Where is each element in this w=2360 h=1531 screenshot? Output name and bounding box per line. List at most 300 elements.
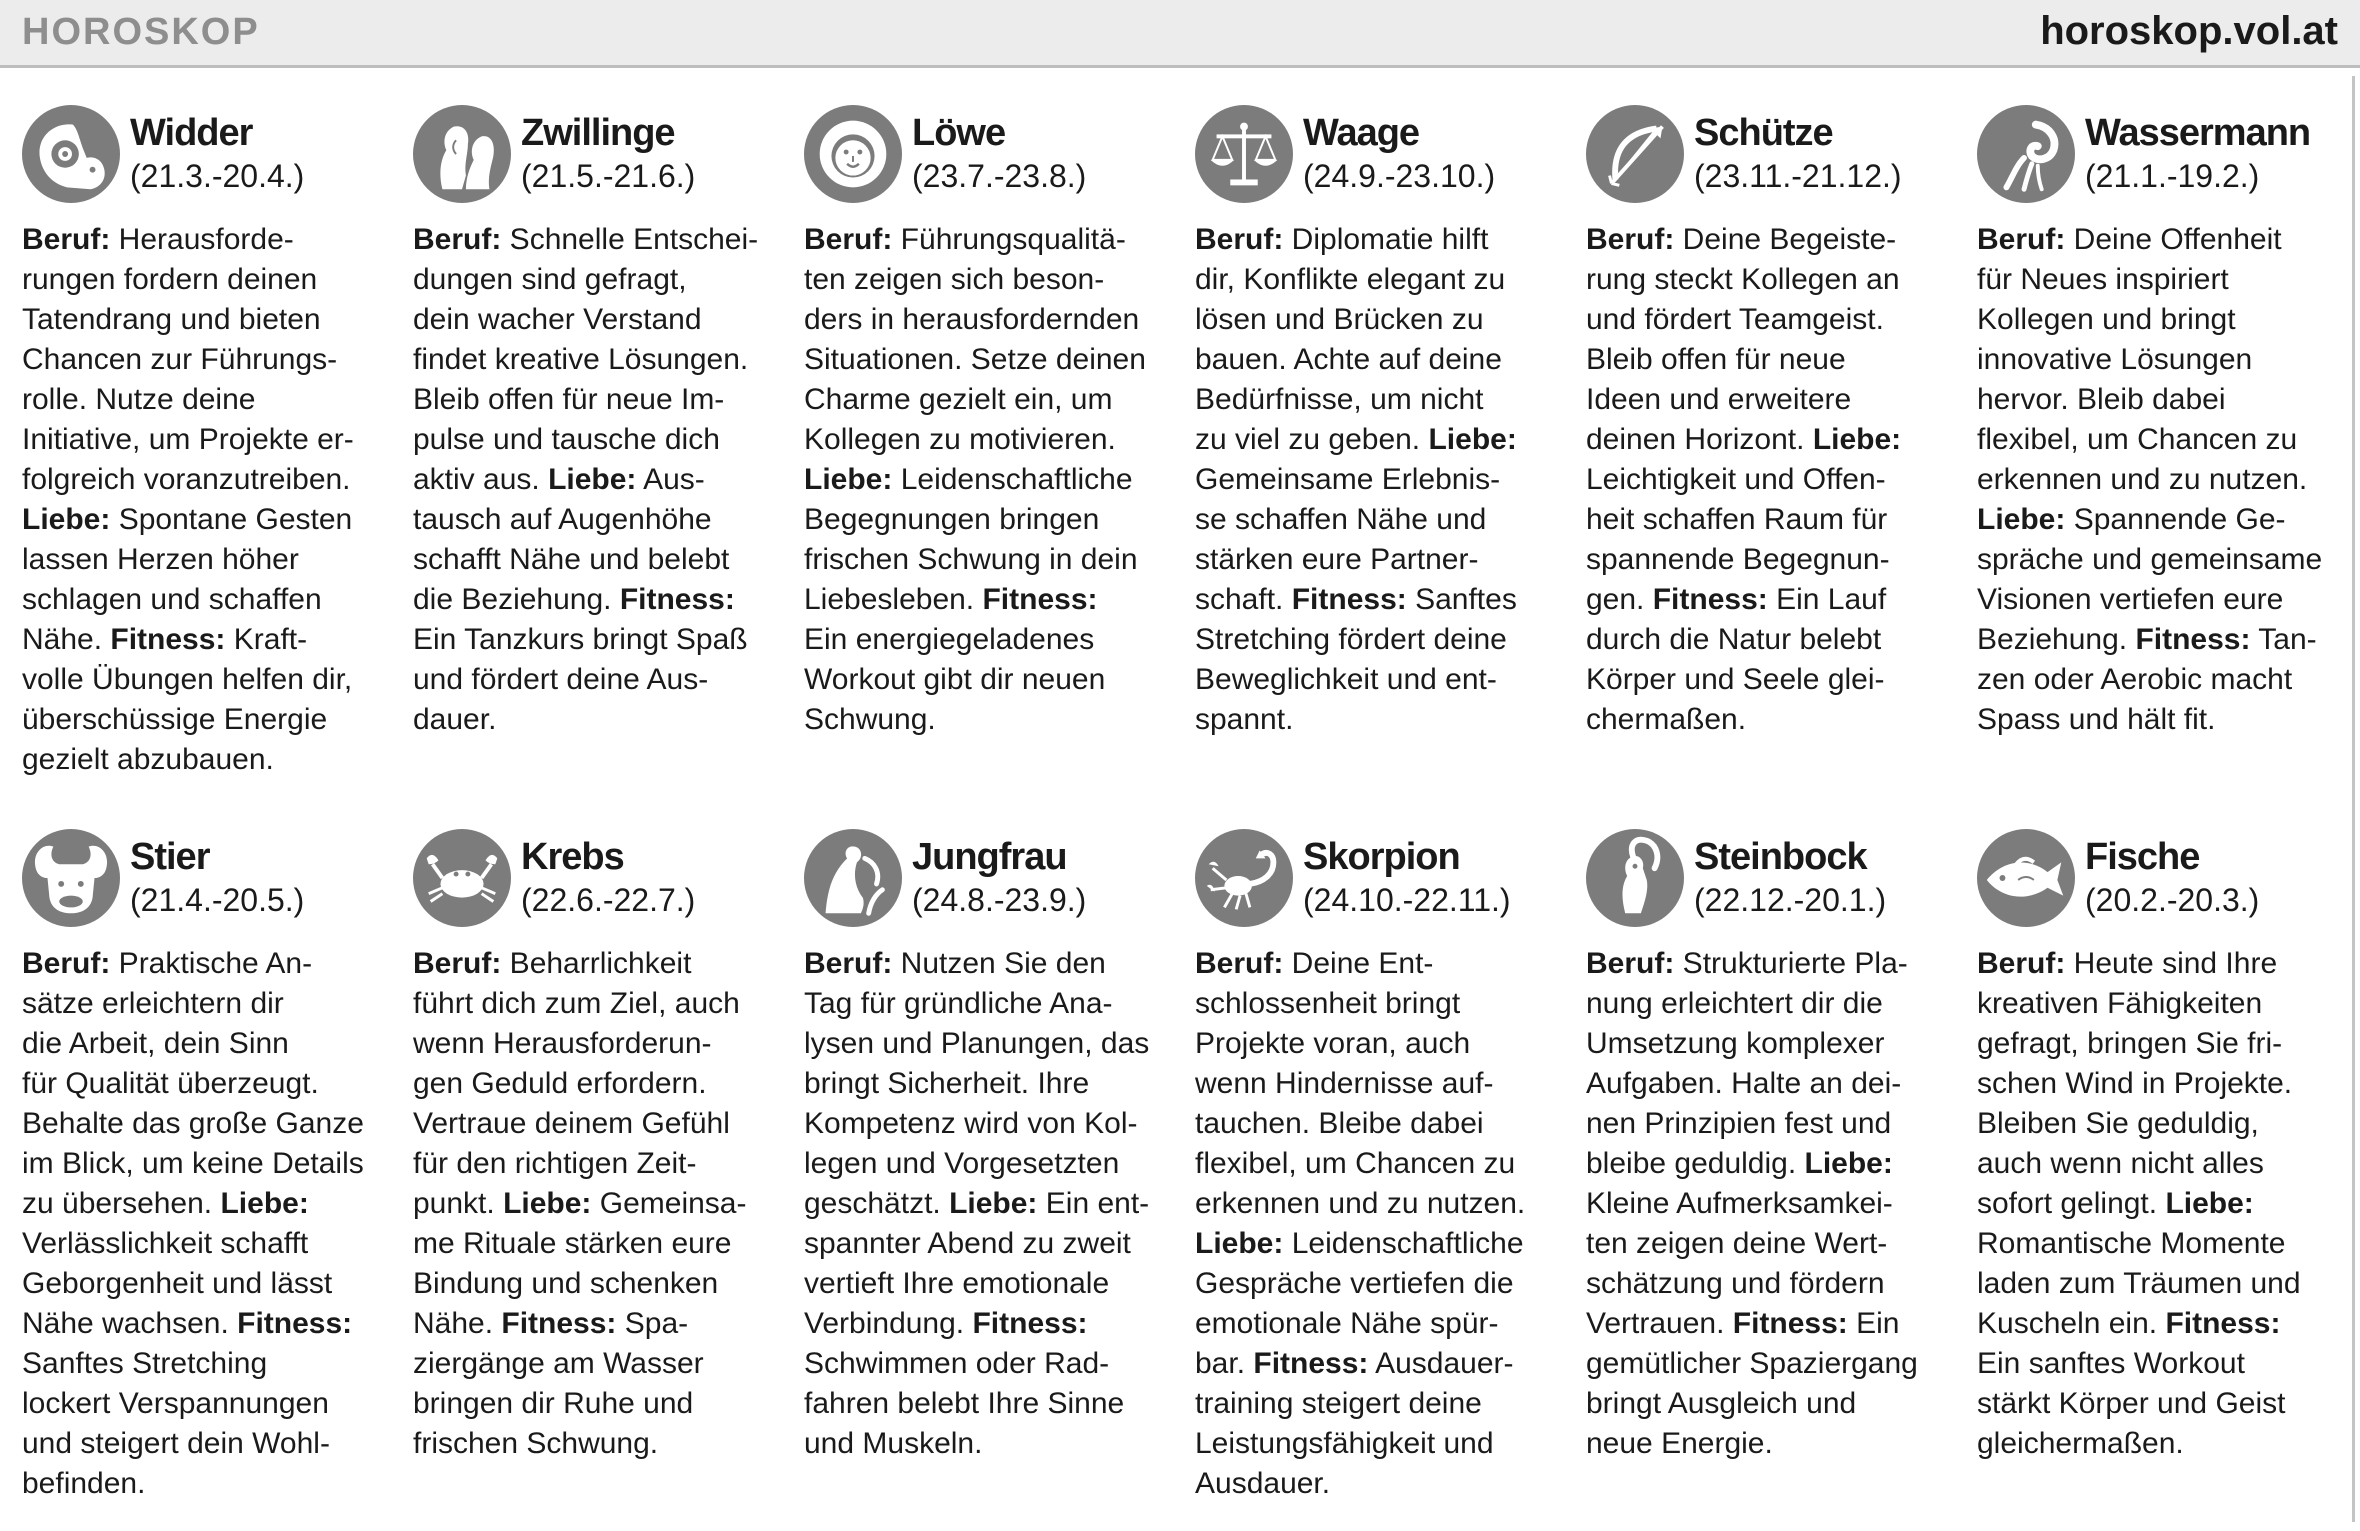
text-segment: Gemeinsa- [591, 1187, 747, 1220]
text-line [1195, 620, 1561, 660]
text-segment: bleibe geduldig. [1586, 1147, 1805, 1180]
sign-steinbock [1586, 824, 1977, 1520]
text-line [22, 660, 388, 700]
text-line [1977, 1064, 2343, 1104]
text-line [1195, 660, 1561, 700]
text-line [22, 740, 388, 780]
text-segment: Heute sind Ihre [2065, 947, 2278, 980]
category-label: Liebe: [1812, 423, 1902, 456]
text-segment: spannt. [1195, 703, 1294, 736]
text-segment: punkt. [413, 1187, 504, 1220]
text-line [22, 1024, 388, 1064]
text-segment: rungen fordern deinen [22, 263, 318, 296]
category-label: Fitness: [1732, 1307, 1848, 1340]
text-segment: neue Energie. [1586, 1427, 1773, 1460]
text-segment: Kleine Aufmerksamkei- [1586, 1187, 1893, 1220]
text-segment: Vertrauen. [1586, 1307, 1733, 1340]
text-segment: emotionale Nähe spür- [1195, 1307, 1499, 1340]
text-segment: dauer. [413, 703, 497, 736]
category-label: Beruf: [804, 223, 893, 256]
text-segment: fahren belebt Ihre Sinne [804, 1387, 1125, 1420]
text-line [22, 1224, 388, 1264]
sign-header [1977, 100, 2360, 208]
text-segment: und Muskeln. [804, 1427, 983, 1460]
sign-name: Zwillinge [521, 112, 675, 154]
text-segment: flexibel, um Chancen zu [1195, 1147, 1516, 1180]
text-line [413, 1384, 779, 1424]
text-segment: vertieft Ihre emotionale [804, 1267, 1110, 1300]
text-line [1195, 1304, 1561, 1344]
text-segment: lösen und Brücken zu [1195, 303, 1484, 336]
text-line [413, 660, 779, 700]
text-segment: Kuscheln ein. [1977, 1307, 2166, 1340]
horoscope-text [22, 220, 388, 780]
text-segment: zu viel zu geben. [1195, 423, 1429, 456]
category-label: Fitness: [237, 1307, 353, 1340]
text-line [1977, 1024, 2343, 1064]
text-segment: Schwung. [804, 703, 936, 736]
category-label: Beruf: [22, 947, 111, 980]
text-segment: spannter Abend zu zweit [804, 1227, 1131, 1260]
sign-dates: (23.7.-23.8.) [912, 158, 1087, 194]
text-segment: schlossenheit bringt [1195, 987, 1461, 1020]
text-line [1977, 1384, 2343, 1424]
text-line [413, 380, 779, 420]
text-line [1977, 220, 2343, 260]
text-segment: rung steckt Kollegen an [1586, 263, 1900, 296]
text-line [22, 1464, 388, 1504]
text-line [804, 1064, 1170, 1104]
text-segment: Vertraue deinem Gefühl [413, 1107, 730, 1140]
text-line [1977, 1424, 2343, 1464]
sign-krebs [413, 824, 804, 1520]
category-label: Liebe: [949, 1187, 1038, 1220]
text-segment: Führungsqualitä- [892, 223, 1126, 256]
text-segment: lysen und Planungen, das [804, 1027, 1150, 1060]
text-segment: Schnelle Entschei- [501, 223, 759, 256]
text-segment: gemütlicher Spaziergang [1586, 1347, 1918, 1380]
text-segment: erkennen und zu nutzen. [1977, 463, 2308, 496]
text-line [1586, 260, 1952, 300]
text-line [413, 1064, 779, 1104]
text-segment: Ein ent- [1037, 1187, 1150, 1220]
text-line [804, 1224, 1170, 1264]
text-line [1586, 944, 1952, 984]
text-segment: hervor. Bleib dabei [1977, 383, 2226, 416]
sign-name: Fische [2085, 836, 2200, 878]
horoscope-grid [22, 100, 2352, 1520]
text-line [413, 500, 779, 540]
sign-wassermann [1977, 100, 2360, 824]
text-segment: Deine Offenheit [2065, 223, 2282, 256]
sign-header [413, 100, 804, 208]
category-label: Beruf: [1195, 947, 1284, 980]
lion-icon [804, 105, 902, 203]
text-segment: spräche und gemeinsame [1977, 543, 2323, 576]
text-line [22, 340, 388, 380]
sign-header [22, 100, 413, 208]
text-line [804, 1264, 1170, 1304]
text-segment: und fördert Teamgeist. [1586, 303, 1884, 336]
text-line [1977, 944, 2343, 984]
text-segment: Spannende Ge- [2065, 503, 2286, 536]
text-line [22, 1184, 388, 1224]
category-label: Liebe: [220, 1187, 309, 1220]
sign-name: Waage [1303, 112, 1420, 154]
text-line [1195, 420, 1561, 460]
text-line [1195, 1224, 1561, 1264]
text-line [1195, 260, 1561, 300]
text-line [413, 1184, 779, 1224]
category-label: Beruf: [804, 947, 893, 980]
horoscope-text [413, 944, 779, 1464]
horoscope-text [804, 220, 1170, 740]
text-segment: führt dich zum Ziel, auch [413, 987, 740, 1020]
text-segment: Leistungsfähigkeit und [1195, 1427, 1494, 1460]
text-line [1977, 380, 2343, 420]
text-line [1586, 580, 1952, 620]
horoscope-text [1195, 944, 1561, 1504]
text-line [1586, 420, 1952, 460]
text-segment: stärken eure Partner- [1195, 543, 1479, 576]
text-segment: ders in herausfordernden [804, 303, 1140, 336]
text-line [804, 540, 1170, 580]
text-line [1586, 380, 1952, 420]
text-line [413, 1224, 779, 1264]
text-line [1195, 460, 1561, 500]
sign-dates: (21.1.-19.2.) [2085, 158, 2260, 194]
horoscope-text [1586, 220, 1952, 740]
text-line [22, 1384, 388, 1424]
sign-header [1586, 824, 1977, 932]
category-label: Fitness: [2165, 1307, 2281, 1340]
text-segment: schaft. [1195, 583, 1292, 616]
text-line [804, 260, 1170, 300]
text-segment: zu übersehen. [22, 1187, 221, 1220]
category-label: Fitness: [982, 583, 1098, 616]
text-line [1586, 1224, 1952, 1264]
text-segment: Spontane Gesten [110, 503, 353, 536]
text-line [1195, 984, 1561, 1024]
text-line [1586, 1424, 1952, 1464]
text-segment: Strukturierte Pla- [1674, 947, 1908, 980]
text-segment: findet kreative Lösungen. [413, 343, 749, 376]
text-segment: frischen Schwung in dein [804, 543, 1138, 576]
text-segment: Workout gibt dir neuen [804, 663, 1106, 696]
sign-dates: (21.5.-21.6.) [521, 158, 696, 194]
text-segment: Kraft- [225, 623, 308, 656]
text-segment: Sanftes [1406, 583, 1517, 616]
text-segment: Bindung und schenken [413, 1267, 719, 1300]
sign-dates: (21.3.-20.4.) [130, 158, 305, 194]
text-line [1586, 1264, 1952, 1304]
text-segment: Romantische Momente [1977, 1227, 2286, 1260]
text-segment: Initiative, um Projekte er- [22, 423, 354, 456]
text-line [22, 1144, 388, 1184]
text-segment: Verbindung. [804, 1307, 973, 1340]
text-line [804, 1144, 1170, 1184]
sign-waage [1195, 100, 1586, 824]
sign-name: Widder [130, 112, 253, 154]
text-line [413, 420, 779, 460]
text-segment: kreativen Fähigkeiten [1977, 987, 2263, 1020]
text-segment: rolle. Nutze deine [22, 383, 256, 416]
sign-dates: (23.11.-21.12.) [1694, 158, 1902, 194]
text-line [804, 984, 1170, 1024]
text-segment: Aus- [636, 463, 705, 496]
text-segment: heit schaffen Raum für [1586, 503, 1888, 536]
text-segment: Nutzen Sie den [892, 947, 1106, 980]
text-segment: Geborgenheit und lässt [22, 1267, 333, 1300]
text-segment: Ein Tanzkurs bringt Spaß [413, 623, 748, 656]
text-line [804, 1184, 1170, 1224]
text-segment: Deine Ent- [1283, 947, 1434, 980]
text-line [804, 1024, 1170, 1064]
text-segment: gezielt abzubauen. [22, 743, 274, 776]
text-segment: aktiv aus. [413, 463, 549, 496]
text-segment: gefragt, bringen Sie fri- [1977, 1027, 2283, 1060]
sign-header [1586, 100, 1977, 208]
text-segment: Charme gezielt ein, um [804, 383, 1113, 416]
text-line [413, 620, 779, 660]
text-line [22, 700, 388, 740]
text-segment: sofort gelingt. [1977, 1187, 2166, 1220]
crab-icon [413, 829, 511, 927]
text-line [1586, 340, 1952, 380]
text-segment: Stretching fördert deine [1195, 623, 1507, 656]
text-segment: gen. [1586, 583, 1653, 616]
category-label: Fitness: [972, 1307, 1088, 1340]
sign-header [804, 824, 1195, 932]
text-segment: für den richtigen Zeit- [413, 1147, 697, 1180]
text-line [1195, 220, 1561, 260]
text-line [22, 260, 388, 300]
text-segment: Begegnungen bringen [804, 503, 1100, 536]
text-line [413, 1104, 779, 1144]
sign-dates: (22.6.-22.7.) [521, 882, 696, 918]
text-segment: chermaßen. [1586, 703, 1747, 736]
text-segment: Ein Lauf [1767, 583, 1887, 616]
text-line [804, 700, 1170, 740]
text-line [804, 1384, 1170, 1424]
sign-dates: (21.4.-20.5.) [130, 882, 305, 918]
text-segment: nung erleichtert dir die [1586, 987, 1883, 1020]
category-label: Fitness: [2135, 623, 2251, 656]
text-segment: Behalte das große Ganze [22, 1107, 364, 1140]
text-line [804, 1344, 1170, 1384]
category-label: Liebe: [503, 1187, 592, 1220]
text-line [1586, 1144, 1952, 1184]
fish-icon [1977, 829, 2075, 927]
text-segment: me Rituale stärken eure [413, 1227, 732, 1260]
sign-name: Stier [130, 836, 210, 878]
text-line [1195, 380, 1561, 420]
text-segment: befinden. [22, 1467, 146, 1500]
text-segment: tauchen. Bleibe dabei [1195, 1107, 1484, 1140]
text-segment: ten zeigen deine Wert- [1586, 1227, 1888, 1260]
text-segment: gen Geduld erfordern. [413, 1067, 707, 1100]
category-label: Liebe: [548, 463, 637, 496]
text-segment: Nähe. [22, 623, 111, 656]
text-segment: dir, Konflikte elegant zu [1195, 263, 1506, 296]
text-segment: Ideen und erweitere [1586, 383, 1852, 416]
text-line [1195, 1104, 1561, 1144]
text-segment: ziergänge am Wasser [413, 1347, 704, 1380]
text-line [804, 460, 1170, 500]
category-label: Beruf: [413, 223, 502, 256]
text-line [22, 1264, 388, 1304]
text-segment: Bleib offen für neue Im- [413, 383, 725, 416]
text-line [804, 380, 1170, 420]
page-header [0, 0, 2360, 68]
sign-zwillinge [413, 100, 804, 824]
text-segment: lassen Herzen höher [22, 543, 299, 576]
text-line [804, 1424, 1170, 1464]
text-segment: Beweglichkeit und ent- [1195, 663, 1497, 696]
text-line [1977, 300, 2343, 340]
text-segment: Kompetenz wird von Kol- [804, 1107, 1138, 1140]
text-line [1195, 500, 1561, 540]
text-segment: Kollegen zu motivieren. [804, 423, 1116, 456]
text-segment: Nähe. [413, 1307, 502, 1340]
text-line [804, 220, 1170, 260]
text-segment: stärkt Körper und Geist [1977, 1387, 2286, 1420]
text-segment: Ein sanftes Workout [1977, 1347, 2245, 1380]
category-label: Beruf: [1586, 947, 1675, 980]
text-segment: Umsetzung komplexer [1586, 1027, 1885, 1060]
ram-icon [22, 105, 120, 203]
twins-icon [413, 105, 511, 203]
text-line [22, 1304, 388, 1344]
text-segment: erkennen und zu nutzen. [1195, 1187, 1526, 1220]
text-line [1977, 620, 2343, 660]
text-line [1586, 1184, 1952, 1224]
text-segment: Tan- [2250, 623, 2317, 656]
site-url[interactable]: horoskop.vol.at [2040, 9, 2338, 53]
sign-name: Jungfrau [912, 836, 1067, 878]
text-segment: volle Übungen helfen dir, [22, 663, 353, 696]
category-label: Liebe: [1428, 423, 1517, 456]
sign-dates: (20.2.-20.3.) [2085, 882, 2260, 918]
text-segment: Beziehung. [1977, 623, 2136, 656]
text-line [1977, 984, 2343, 1024]
text-line [1977, 1264, 2343, 1304]
text-line [804, 944, 1170, 984]
text-line [1977, 340, 2343, 380]
text-line [22, 1104, 388, 1144]
text-segment: Ausdauer- [1368, 1347, 1514, 1380]
text-segment: Visionen vertiefen eure [1977, 583, 2284, 616]
text-segment: Ein energiegeladenes [804, 623, 1095, 656]
text-line [1195, 580, 1561, 620]
text-segment: und steigert dein Wohl- [22, 1427, 330, 1460]
sign-header [413, 824, 804, 932]
text-segment: Projekte voran, auch [1195, 1027, 1471, 1060]
text-segment: frischen Schwung. [413, 1427, 659, 1460]
horoscope-text [1586, 944, 1952, 1464]
text-line [22, 460, 388, 500]
category-label: Fitness: [501, 1307, 617, 1340]
text-line [413, 1344, 779, 1384]
sign-name: Steinbock [1694, 836, 1867, 878]
sign-header [22, 824, 413, 932]
text-segment: Herausforde- [110, 223, 294, 256]
text-line [22, 220, 388, 260]
text-segment: Chancen zur Führungs- [22, 343, 338, 376]
text-line [1977, 500, 2343, 540]
text-segment: Beharrlichkeit [501, 947, 692, 980]
text-segment: ten zeigen sich beson- [804, 263, 1105, 296]
text-segment: für Neues inspiriert [1977, 263, 2229, 296]
category-label: Beruf: [1195, 223, 1284, 256]
horoscope-text [413, 220, 779, 740]
text-segment: dungen sind gefragt, [413, 263, 687, 296]
text-segment: pulse und tausche dich [413, 423, 720, 456]
text-line [1195, 944, 1561, 984]
text-segment: Gemeinsame Erlebnis- [1195, 463, 1501, 496]
text-line [1586, 540, 1952, 580]
text-segment: innovative Lösungen [1977, 343, 2253, 376]
text-line [1195, 1184, 1561, 1224]
text-line [1195, 1264, 1561, 1304]
sign-fische [1977, 824, 2360, 1520]
text-segment: folgreich voranzutreiben. [22, 463, 351, 496]
category-label: Liebe: [22, 503, 111, 536]
text-line [1977, 420, 2343, 460]
sign-header [804, 100, 1195, 208]
text-line [1195, 1024, 1561, 1064]
text-line [804, 420, 1170, 460]
text-line [804, 1104, 1170, 1144]
text-line [1586, 500, 1952, 540]
text-segment: bar. [1195, 1347, 1254, 1380]
text-segment: training steigert deine [1195, 1387, 1482, 1420]
text-line [1586, 460, 1952, 500]
text-segment: Tag für gründliche Ana- [804, 987, 1113, 1020]
text-segment: bringt Sicherheit. Ihre [804, 1067, 1090, 1100]
text-line [804, 340, 1170, 380]
text-line [1977, 260, 2343, 300]
text-line [413, 1144, 779, 1184]
horoscope-text [1977, 220, 2343, 740]
sign-dates: (24.10.-22.11.) [1303, 882, 1511, 918]
category-label: Beruf: [22, 223, 111, 256]
sign-skorpion [1195, 824, 1586, 1520]
text-line [22, 540, 388, 580]
text-segment: wenn Hindernisse auf- [1195, 1067, 1494, 1100]
text-segment: Leichtigkeit und Offen- [1586, 463, 1886, 496]
text-segment: die Beziehung. [413, 583, 620, 616]
text-segment: schlagen und schaffen [22, 583, 322, 616]
category-label: Liebe: [2165, 1187, 2254, 1220]
text-line [413, 984, 779, 1024]
text-line [1586, 620, 1952, 660]
text-line [1586, 1024, 1952, 1064]
text-line [804, 500, 1170, 540]
category-label: Beruf: [413, 947, 502, 980]
virgin-icon [804, 829, 902, 927]
text-line [1195, 1144, 1561, 1184]
text-line [1977, 540, 2343, 580]
text-segment: gleichermaßen. [1977, 1427, 2184, 1460]
text-segment: Spa- [616, 1307, 689, 1340]
text-line [22, 984, 388, 1024]
text-line [1977, 580, 2343, 620]
text-line [1586, 1104, 1952, 1144]
text-segment: Körper und Seele glei- [1586, 663, 1885, 696]
text-segment: flexibel, um Chancen zu [1977, 423, 2298, 456]
text-segment: lockert Verspannungen [22, 1387, 329, 1420]
